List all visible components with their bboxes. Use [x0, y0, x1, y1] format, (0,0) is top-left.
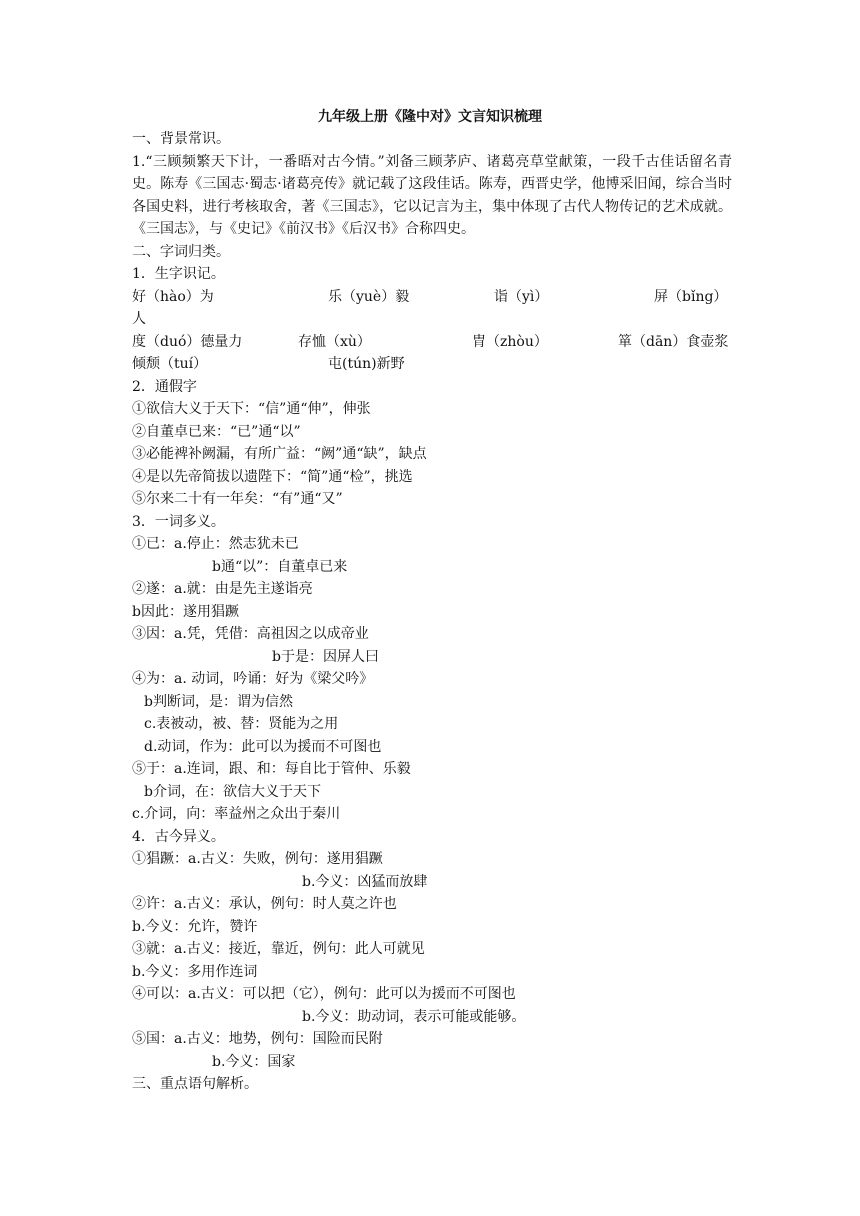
- subheading-tongjia: 2．通假字: [132, 378, 197, 395]
- list-item: ②自董卓已来：“已”通“以”: [132, 423, 301, 440]
- list-item: ⑤尔来二十有一年矣：“有”通“又”: [132, 491, 343, 507]
- character-item: 度（duó）德量力: [132, 333, 243, 350]
- character-item: 乐（yuè）毅: [328, 288, 410, 305]
- list-item: ④可以：a.古义：可以把（它），例句：此可以为援而不可图也: [132, 986, 516, 1002]
- list-item: b于是：因屏人曰: [272, 648, 379, 665]
- list-item: ②许：a.古义：承认，例句：时人莫之许也: [132, 896, 397, 912]
- list-item: ①已：a.停止：然志犹未已: [132, 536, 299, 552]
- character-item: 箪（dān）食壶浆: [618, 333, 729, 350]
- subheading-ancient-modern: 4．古今异义。: [132, 828, 225, 845]
- list-item: c.介词，向：率益州之众出于秦川: [132, 806, 341, 822]
- list-item: ①欲信大义于天下：“信”通“伸”，伸张: [132, 401, 371, 417]
- list-item: ③必能裨补阙漏，有所广益：“阙”通“缺”，缺点: [132, 446, 427, 462]
- list-item: b判断词，是：谓为信然: [144, 693, 293, 710]
- list-item: b.今义：国家: [212, 1053, 296, 1070]
- list-item: b.今义：凶猛而放肆: [302, 873, 428, 890]
- character-item: 诣（yì）: [494, 288, 549, 305]
- list-item: ⑤于：a.连词，跟、和：每自比于管仲、乐毅: [132, 761, 411, 777]
- list-item: b因此：遂用猖蹶: [132, 603, 239, 620]
- section-heading-key-sentences: 三、重点语句解析。: [132, 1076, 258, 1092]
- list-item: b通“以”：自董卓已来: [212, 558, 348, 575]
- list-item: ②遂：a.就：由是先主遂诣亮: [132, 581, 313, 597]
- subheading-polysemy: 3．一词多义。: [132, 513, 225, 530]
- subheading-new-characters: 1．生字识记。: [132, 266, 225, 282]
- character-item: 人: [132, 311, 146, 327]
- list-item: ①猖蹶：a.古义：失败，例句：遂用猖蹶: [132, 851, 383, 867]
- character-row: [132, 353, 732, 376]
- document-title: 九年级上册《隆中对》文言知识梳理: [318, 109, 542, 125]
- list-item: d.动词，作为：此可以为援而不可图也: [144, 738, 382, 755]
- list-item: ④是以先帝简拔以遗陛下：“简”通“检”，挑选: [132, 468, 413, 485]
- list-item: ③因：a.凭，凭借：高祖因之以成帝业: [132, 626, 369, 642]
- list-item: ⑤国：a.古义：地势，例句：国险而民附: [132, 1031, 383, 1047]
- list-item: ④为：a. 动词，吟诵：好为《梁父吟》: [132, 671, 374, 687]
- list-item: b介词，在：欲信大义于天下: [144, 783, 321, 800]
- character-item: 胄（zhòu）: [472, 333, 548, 350]
- list-item: ③就：a.古义：接近，靠近，例句：此人可就见: [132, 941, 425, 957]
- list-item: b.今义：允许，赞许: [132, 918, 258, 935]
- section-heading-background: 一、背景常识。: [132, 131, 230, 147]
- character-row: [132, 331, 732, 354]
- character-item: 屏（bǐng）: [654, 288, 728, 305]
- document-body: [132, 128, 732, 1096]
- section-heading-vocabulary: 二、字词归类。: [132, 243, 230, 260]
- character-item: 存恤（xù）: [298, 333, 371, 350]
- background-paragraph: 1.“三顾频繁天下计，一番晤对古今情。”刘备三顾茅庐、诸葛亮草堂献策，一段千古佳话留名青史。陈寿《三国志·蜀志·诸葛亮传》就记载了这段佳话。陈寿，西晋史学，他博采旧闻，综合当时各国史料，进行考核取舍，著《三国志》，它以记言为主，集中体现了古代人物传记的艺术成就。《三国志》，与《史记》《前汉书》《后汉书》合称四史。: [132, 153, 732, 237]
- list-item: b.今义：多用作连词: [132, 963, 258, 980]
- character-item: 屯(tún)新野: [328, 356, 405, 372]
- list-item: c.表被动，被、替：贤能为之用: [144, 716, 339, 732]
- list-item: b.今义：助动词，表示可能或能够。: [302, 1008, 526, 1025]
- character-row: [132, 286, 732, 309]
- character-item: 倾颓（tuí）: [132, 356, 208, 372]
- character-item: 好（hào）为: [132, 288, 214, 305]
